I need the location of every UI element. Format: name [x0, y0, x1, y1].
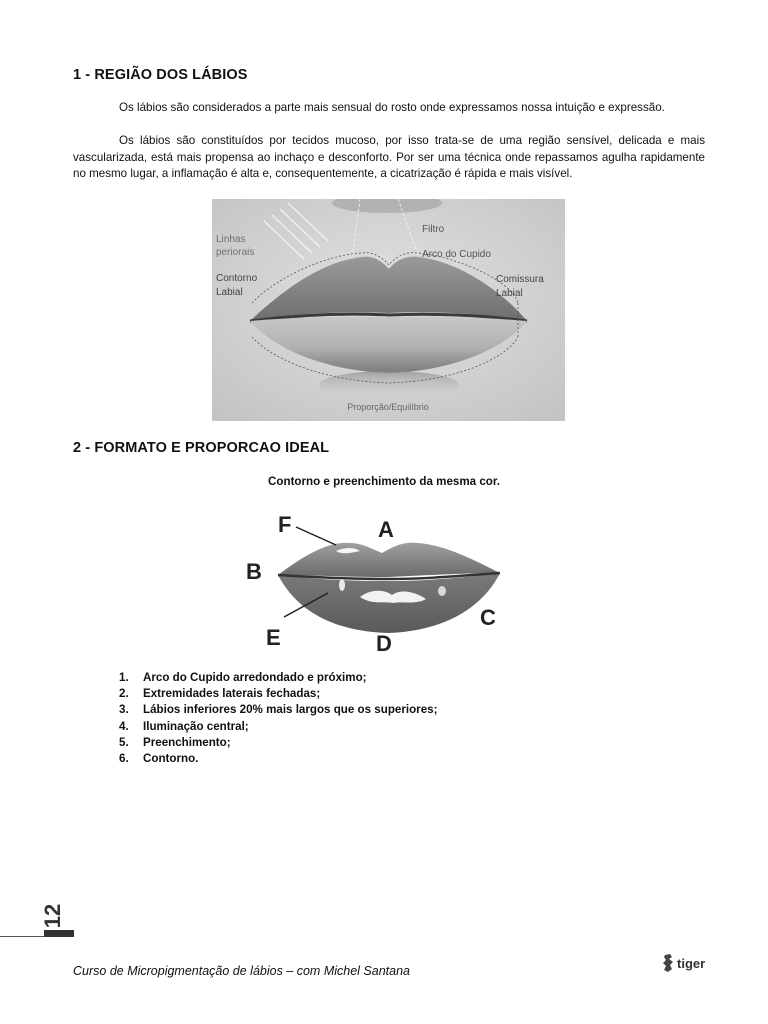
letter-e: E: [266, 625, 281, 650]
section-1-title: 1 - REGIÃO DOS LÁBIOS: [73, 67, 248, 83]
label-linhas-periorais-1: Linhas: [216, 234, 246, 245]
letter-f: F: [278, 512, 292, 537]
list-text: Lábios inferiores 20% mais largos que os superiores;: [143, 703, 438, 717]
list-number: 5.: [119, 735, 129, 749]
paragraph-2: [73, 133, 705, 183]
list-text: Extremidades laterais fechadas;: [143, 687, 321, 701]
lips-diagram: [232, 505, 537, 660]
label-comissura-1: Comissura: [496, 274, 544, 285]
ideal-lip-criteria-list: [119, 670, 438, 767]
list-number: 6.: [119, 752, 129, 766]
letter-d: D: [376, 631, 392, 656]
list-item: [119, 670, 437, 686]
label-arco-do-cupido: Arco do Cupido: [422, 249, 491, 260]
label-linhas-periorais-2: periorais: [216, 247, 255, 258]
list-item: [119, 686, 437, 702]
lips-anatomy-photo: [212, 199, 565, 421]
list-item: [119, 719, 437, 735]
label-comissura-2: Labial: [496, 288, 523, 299]
list-text: Arco do Cupido arredondado e próximo;: [143, 671, 367, 684]
label-proporcao: Proporção/Equilíbrio: [347, 402, 429, 412]
letter-c: C: [480, 605, 496, 630]
letter-b: B: [246, 559, 262, 584]
list-item: [119, 702, 438, 718]
list-number: 4.: [119, 719, 129, 733]
section-2-title: 2 - FORMATO E PROPORCAO IDEAL: [73, 440, 330, 456]
lips-anatomy-illustration: [212, 199, 565, 421]
paragraph-1-text: Os lábios são considerados a parte mais sensual do rosto onde expressamos nossa intuição e expressão.: [119, 101, 665, 114]
list-item: [119, 735, 437, 751]
label-contorno-2: Labial: [216, 287, 243, 298]
list-text: Preenchimento;: [143, 735, 231, 749]
footer-course-title: Curso de Micropigmentação de lábios – com Michel Santana: [73, 964, 410, 978]
paragraph-2-text: Os lábios são constituídos por tecidos mucoso, por isso trata-se de uma região sensível, delicada e mais vascularizada, está mais propensa ao inchaço e desconforto. Por ser uma técnica onde repassamos agulha rapidamente no mesmo lugar, a inflamação é alta e, consequentemente, a cicatrização é rápida e mais visível.: [73, 134, 705, 180]
list-text: Contorno.: [143, 752, 199, 766]
letter-a: A: [378, 517, 394, 542]
label-contorno-1: Contorno: [216, 273, 258, 284]
tiger-logo: [661, 953, 705, 973]
label-filtro: Filtro: [422, 224, 445, 235]
figure-2-caption: Contorno e preenchimento da mesma cor.: [268, 475, 500, 488]
tiger-logo-text: tiger: [677, 955, 706, 971]
lips-diagram-illustration: [232, 505, 537, 660]
paragraph-1: [73, 100, 705, 117]
list-text: Iluminação central;: [143, 719, 249, 733]
list-number: 3.: [119, 703, 129, 717]
page-number: 12: [40, 903, 65, 929]
list-item: [119, 751, 437, 767]
list-number: 2.: [119, 687, 129, 701]
page-number-block: [44, 930, 74, 937]
tiger-logo-icon: [661, 953, 675, 973]
list-number: 1.: [119, 671, 129, 684]
